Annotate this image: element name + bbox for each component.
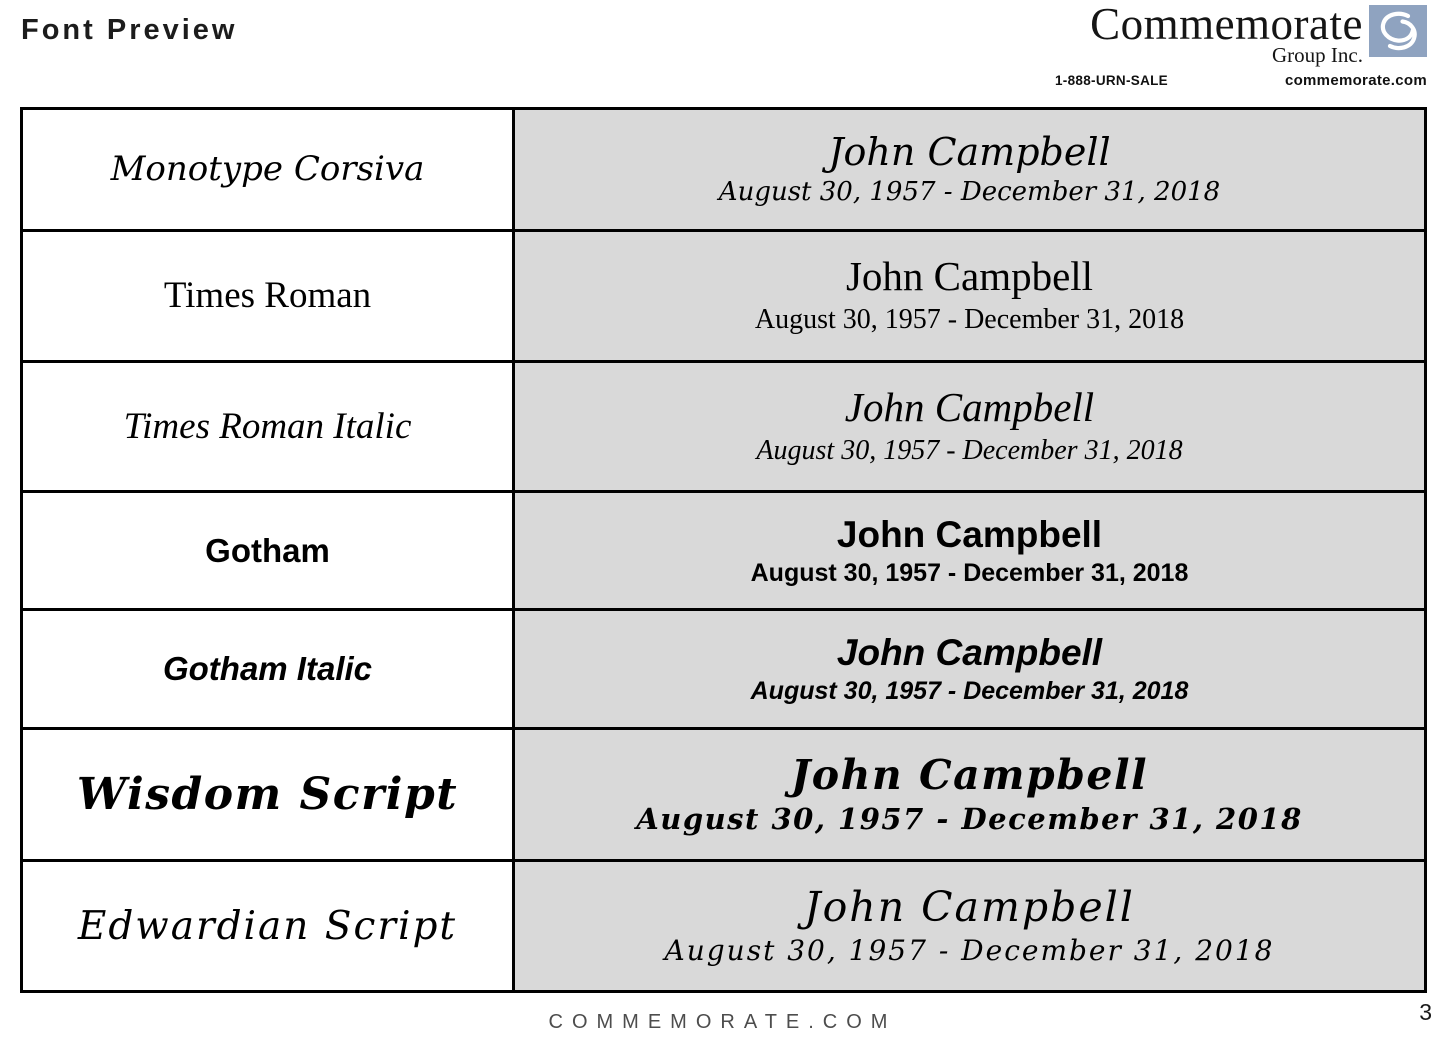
sample-dates: August 30, 1957 - December 31, 2018: [636, 801, 1303, 836]
brand-subtitle: Group Inc.: [1272, 43, 1363, 67]
sample-dates: August 30, 1957 - December 31, 2018: [754, 304, 1185, 336]
sample-name: John Campbell: [790, 750, 1149, 799]
font-name-cell: Edwardian Script: [22, 861, 514, 992]
font-sample-cell: [514, 109, 1426, 231]
sample-dates: August 30, 1957 - December 31, 2018: [718, 176, 1221, 207]
sample-dates: August 30, 1957 - December 31, 2018: [756, 434, 1183, 466]
brand-contact-row: [1055, 72, 1427, 89]
page-number: 3: [1419, 999, 1432, 1025]
table-row: [22, 109, 1426, 231]
sample-name: John Campbell: [828, 130, 1111, 175]
font-name-cell: Gotham: [22, 492, 514, 610]
table-row: [22, 728, 1426, 860]
font-name-cell: Monotype Corsiva: [22, 109, 514, 231]
sample-dates: August 30, 1957 - December 31, 2018: [664, 933, 1275, 967]
brand-wordmark: [1090, 2, 1363, 68]
table-row: [22, 230, 1426, 361]
font-sample-cell: [514, 361, 1426, 492]
font-name-cell: Gotham Italic: [22, 610, 514, 728]
font-name-cell: Times Roman Italic: [22, 361, 514, 492]
page-title: Font Preview: [21, 14, 238, 46]
sample-name: John Campbell: [844, 384, 1095, 431]
footer-website: COMMEMORATE.COM: [548, 1011, 897, 1033]
swirl-icon: [1369, 5, 1427, 57]
table-row: [22, 610, 1426, 728]
font-name-cell: Wisdom Script: [22, 728, 514, 860]
font-name-cell: Times Roman: [22, 230, 514, 361]
font-sample-cell: [514, 230, 1426, 361]
font-preview-table: [20, 107, 1427, 993]
sample-dates: August 30, 1957 - December 31, 2018: [750, 559, 1189, 588]
sample-dates: August 30, 1957 - December 31, 2018: [750, 677, 1189, 706]
brand-website[interactable]: commemorate.com: [1284, 72, 1427, 89]
font-sample-cell: [514, 610, 1426, 728]
font-sample-cell: [514, 492, 1426, 610]
font-sample-cell: [514, 728, 1426, 860]
table-row: [22, 861, 1426, 992]
sample-name: John Campbell: [836, 631, 1103, 673]
brand-phone: 1-888-URN-SALE: [1055, 73, 1168, 88]
brand-block: [1055, 2, 1427, 89]
sample-name: John Campbell: [845, 253, 1094, 300]
table-row: [22, 492, 1426, 610]
brand-logo-row: [1055, 2, 1427, 68]
brand-name: Commemorate: [1090, 0, 1363, 49]
table-row: [22, 361, 1426, 492]
sample-name: John Campbell: [836, 513, 1103, 555]
sample-name: John Campbell: [804, 882, 1135, 931]
font-sample-cell: [514, 861, 1426, 992]
